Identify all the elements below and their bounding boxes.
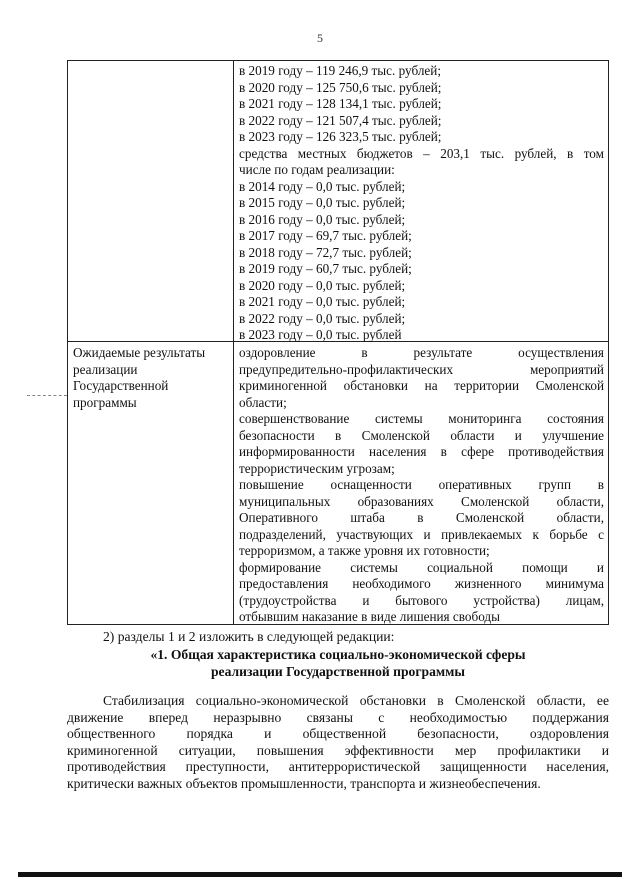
page-number: 5	[317, 31, 323, 45]
table-line: совершенствование системы мониторинга состояния	[239, 411, 604, 426]
paragraph-line: Стабилизация социально-экономической обстановки в Смоленской области, ее	[103, 693, 609, 708]
table-line: предоставления необходимого жизненного минимума	[239, 576, 604, 591]
paragraph-line: криминогенной ситуации, повышения эффективности мер профилактики и	[67, 742, 609, 758]
table-line: повышение оснащенности оперативных групп в	[239, 477, 604, 492]
table-line: в 2018 году – 72,7 тыс. рублей;	[239, 244, 412, 260]
table-line: (трудоустройства и бытового устройства) лицам,	[239, 592, 604, 608]
expected-results-cell	[239, 345, 604, 626]
table-line: в 2014 году – 0,0 тыс. рублей;	[239, 178, 406, 194]
table-line: в 2023 году – 0,0 тыс. рублей	[239, 327, 402, 342]
heading-line-2: реализации Государственной программы	[210, 664, 466, 679]
table-line: в 2016 году – 0,0 тыс. рублей;	[239, 211, 406, 227]
table-line: безопасности в Смоленской области и улучшение	[239, 427, 604, 443]
column-divider	[233, 61, 234, 624]
table-line: терроризмом, а также уровня их готовности;	[239, 543, 490, 558]
table-line: предупредительно-профилактических мероприятий	[239, 361, 604, 377]
table-line: в 2020 году – 0,0 тыс. рублей;	[239, 277, 406, 293]
table-line: подразделений, участвующих и привлекаемых к борьбе с	[239, 526, 604, 542]
table-line: оздоровление в результате осуществления	[239, 345, 604, 360]
table-line: средства местных бюджетов – 203,1 тыс. рублей, в том	[239, 145, 604, 161]
section-heading	[67, 646, 609, 680]
amendment-intro	[67, 629, 609, 646]
table-line: формирование системы социальной помощи и	[239, 559, 604, 575]
table-line: области;	[239, 394, 287, 410]
paragraph-line: движение вперед неразрывно связаны с необходимостью поддержания	[67, 709, 609, 725]
table-line: Государственной	[73, 378, 169, 393]
table-line: в 2015 году – 0,0 тыс. рублей;	[239, 195, 406, 210]
body-paragraph	[67, 693, 609, 792]
paragraph-line: общественного порядка и общественной безопасности, оздоровления	[67, 726, 609, 741]
table-line: в 2019 году – 119 246,9 тыс. рублей;	[239, 63, 441, 78]
table-line: Оперативного штаба в Смоленской области,	[239, 510, 604, 525]
scan-mark	[27, 395, 67, 396]
paragraph-line: критически важных объектов промышленности, транспорта и жизнеобеспечения.	[67, 775, 541, 791]
heading-line-1: «1. Общая характеристика социально-экономической сферы	[150, 647, 526, 662]
table-line: числе по годам реализации:	[239, 162, 395, 177]
table-line: Ожидаемые результаты	[73, 345, 206, 360]
paragraph-line: противодействия преступности, антитеррористической защищенности населения,	[67, 759, 609, 774]
funding-by-year-cell	[239, 63, 604, 344]
table-line: в 2019 году – 60,7 тыс. рублей;	[239, 261, 412, 276]
table-line: террористическим угрозам;	[239, 460, 395, 476]
table-line: в 2022 году – 0,0 тыс. рублей;	[239, 310, 406, 326]
expected-results-label-cell	[73, 345, 228, 411]
intro-line: 2) разделы 1 и 2 изложить в следующей редакции:	[103, 629, 395, 644]
table-line: в 2023 году – 126 323,5 тыс. рублей;	[239, 129, 442, 144]
table-line: программы	[73, 394, 137, 410]
table-line: в 2022 году – 121 507,4 тыс. рублей;	[239, 112, 442, 128]
table-line: в 2021 году – 128 134,1 тыс. рублей;	[239, 96, 442, 111]
scan-edge-bar	[18, 872, 622, 877]
table-line: реализации	[73, 361, 138, 377]
program-passport-table	[67, 60, 609, 625]
table-line: муниципальных образованиях Смоленской области,	[239, 493, 604, 509]
table-line: криминогенной обстановки на территории Смоленской	[239, 378, 604, 393]
table-line: в 2021 году – 0,0 тыс. рублей;	[239, 294, 406, 309]
table-line: в 2017 году – 69,7 тыс. рублей;	[239, 228, 412, 243]
table-line: в 2020 году – 125 750,6 тыс. рублей;	[239, 79, 442, 95]
table-line: отбывшим наказание в виде лишения свободы	[239, 609, 500, 624]
table-line: информированности населения в сфере противодействия	[239, 444, 604, 459]
